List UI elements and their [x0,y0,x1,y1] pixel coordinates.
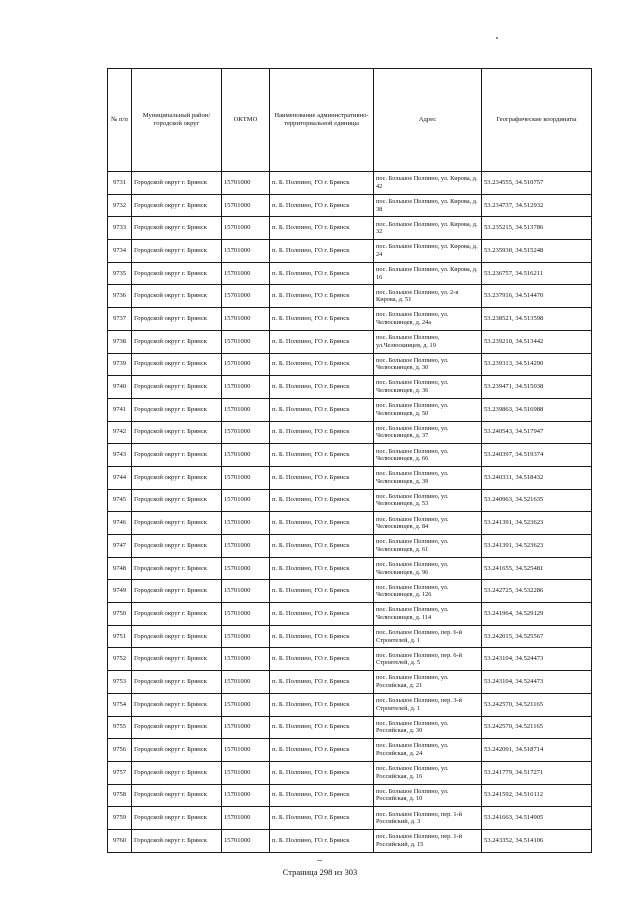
cell-address: пос. Большое Полпино, ул. Российская, д. 10 [374,784,482,807]
cell-number: 9735 [108,262,132,285]
cell-admin-unit: п. Б. Полпино, ГО г. Брянск [270,172,374,195]
cell-oktmo: 15701000 [222,761,270,784]
cell-address: пос. Большое Полпино, ул. Кирова, д. 38 [374,194,482,217]
header-municipality: Муниципальный район/городской округ [132,69,222,172]
cell-oktmo: 15701000 [222,603,270,626]
cell-coordinates: 53.241391, 34.523623 [482,535,592,558]
cell-coordinates: 53.241964, 34.529129 [482,603,592,626]
cell-coordinates: 53.234737, 34.512932 [482,194,592,217]
cell-coordinates: 53.236757, 34.516211 [482,262,592,285]
cell-number: 9751 [108,625,132,648]
cell-oktmo: 15701000 [222,535,270,558]
cell-admin-unit: п. Б. Полпино, ГО г. Брянск [270,761,374,784]
cell-address: пос. Большое Полпино, пер. 6-й Строителей, д. 5 [374,648,482,671]
cell-number: 9753 [108,671,132,694]
cell-number: 9748 [108,557,132,580]
header-coordinates: Географические координаты [482,69,592,172]
cell-number: 9731 [108,172,132,195]
cell-municipality: Городской округ г. Брянск [132,580,222,603]
cell-oktmo: 15701000 [222,194,270,217]
cell-oktmo: 15701000 [222,739,270,762]
cell-admin-unit: п. Б. Полпино, ГО г. Брянск [270,285,374,308]
cell-oktmo: 15701000 [222,829,270,852]
cell-municipality: Городской округ г. Брянск [132,421,222,444]
cell-address: пос. Большое Полпино, ул. Российская, д. 21 [374,671,482,694]
cell-number: 9754 [108,693,132,716]
table-row [108,194,592,217]
cell-coordinates: 53.243104, 34.524473 [482,648,592,671]
cell-admin-unit: п. Б. Полпино, ГО г. Брянск [270,353,374,376]
cell-oktmo: 15701000 [222,557,270,580]
table-row [108,648,592,671]
cell-address: пос. Большое Полпино, ул. Челюскинцев, д. 37 [374,421,482,444]
table-row [108,421,592,444]
cell-address: пос. Большое Полпино, ул. Российская, д. 30 [374,716,482,739]
cell-municipality: Городской округ г. Брянск [132,172,222,195]
table-row [108,512,592,535]
table-row [108,807,592,830]
cell-admin-unit: п. Б. Полпино, ГО г. Брянск [270,693,374,716]
cell-oktmo: 15701000 [222,444,270,467]
table-row [108,489,592,512]
cell-address: пос. Большое Полпино, ул. Челюскинцев, д. 53 [374,489,482,512]
cell-municipality: Городской округ г. Брянск [132,194,222,217]
table-row [108,557,592,580]
cell-municipality: Городской округ г. Брянск [132,330,222,353]
table-row [108,580,592,603]
cell-oktmo: 15701000 [222,262,270,285]
cell-oktmo: 15701000 [222,693,270,716]
cell-address: пос. Большое Полпино, ул. Челюскинцев, д. 36 [374,376,482,399]
cell-coordinates: 53.239863, 34.516988 [482,398,592,421]
cell-oktmo: 15701000 [222,285,270,308]
cell-coordinates: 53.240397, 34.519374 [482,444,592,467]
cell-oktmo: 15701000 [222,172,270,195]
cell-number: 9747 [108,535,132,558]
cell-number: 9750 [108,603,132,626]
cell-number: 9739 [108,353,132,376]
cell-admin-unit: п. Б. Полпино, ГО г. Брянск [270,739,374,762]
cell-municipality: Городской округ г. Брянск [132,308,222,331]
cell-municipality: Городской округ г. Брянск [132,807,222,830]
table-row [108,308,592,331]
cell-admin-unit: п. Б. Полпино, ГО г. Брянск [270,194,374,217]
cell-admin-unit: п. Б. Полпино, ГО г. Брянск [270,308,374,331]
table-body [108,172,592,853]
cell-number: 9733 [108,217,132,240]
cell-municipality: Городской округ г. Брянск [132,716,222,739]
cell-municipality: Городской округ г. Брянск [132,693,222,716]
cell-address: пос. Большое Полпино, пер. 1-й Российский, д. 15 [374,829,482,852]
cell-number: 9749 [108,580,132,603]
cell-oktmo: 15701000 [222,398,270,421]
cell-municipality: Городской округ г. Брянск [132,398,222,421]
cell-admin-unit: п. Б. Полпино, ГО г. Брянск [270,535,374,558]
table-row [108,693,592,716]
header-address: Адрес [374,69,482,172]
cell-address: пос. Большое Полпино, ул. Кирова, д. 24 [374,240,482,263]
table-row [108,330,592,353]
cell-admin-unit: п. Б. Полпино, ГО г. Брянск [270,784,374,807]
cell-address: пос. Большое Полпино, ул. Кирова, д. 42 [374,172,482,195]
cell-admin-unit: п. Б. Полпино, ГО г. Брянск [270,557,374,580]
cell-address: пос. Большое Полпино, ул. Российская, д. 24 [374,739,482,762]
header-number: № п/п [108,69,132,172]
cell-address: пос. Большое Полпино, пер. 1-й Российский, д. 3 [374,807,482,830]
coordinates-table [107,68,592,853]
cell-coordinates: 53.241663, 34.514905 [482,807,592,830]
table-row [108,240,592,263]
cell-number: 9744 [108,466,132,489]
cell-admin-unit: п. Б. Полпино, ГО г. Брянск [270,512,374,535]
cell-number: 9752 [108,648,132,671]
cell-coordinates: 53.243104, 34.524473 [482,671,592,694]
cell-coordinates: 53.235930, 34.515248 [482,240,592,263]
cell-address: пос. Большое Полпино, пер. 6-й Строителей, д. 1 [374,625,482,648]
cell-oktmo: 15701000 [222,308,270,331]
cell-address: пос. Большое Полпино, ул. Челюскинцев, д. 50 [374,398,482,421]
cell-coordinates: 53.241391, 34.523623 [482,512,592,535]
cell-number: 9740 [108,376,132,399]
table-row [108,761,592,784]
cell-number: 9758 [108,784,132,807]
table-row [108,671,592,694]
table-row [108,466,592,489]
cell-number: 9755 [108,716,132,739]
cell-municipality: Городской округ г. Брянск [132,240,222,263]
cell-municipality: Городской округ г. Брянск [132,353,222,376]
cell-number: 9738 [108,330,132,353]
cell-address: пос. Большое Полпино, ул. Челюскинцев, д. 66 [374,444,482,467]
cell-oktmo: 15701000 [222,807,270,830]
cell-oktmo: 15701000 [222,648,270,671]
cell-municipality: Городской округ г. Брянск [132,466,222,489]
cell-municipality: Городской округ г. Брянск [132,285,222,308]
cell-number: 9734 [108,240,132,263]
cell-coordinates: 53.242725, 34.532286 [482,580,592,603]
table-row [108,262,592,285]
page-number: Страница 298 из 303 [282,867,358,877]
cell-admin-unit: п. Б. Полпино, ГО г. Брянск [270,580,374,603]
header-oktmo: ОКТМО [222,69,270,172]
cell-number: 9743 [108,444,132,467]
table-row [108,535,592,558]
table-row [108,784,592,807]
footer-tick [317,860,322,861]
cell-municipality: Городской округ г. Брянск [132,829,222,852]
table-row [108,603,592,626]
table-row [108,716,592,739]
cell-oktmo: 15701000 [222,625,270,648]
cell-municipality: Городской округ г. Брянск [132,444,222,467]
cell-number: 9759 [108,807,132,830]
cell-coordinates: 53.234555, 34.510757 [482,172,592,195]
cell-coordinates: 53.239210, 34.513442 [482,330,592,353]
cell-admin-unit: п. Б. Полпино, ГО г. Брянск [270,807,374,830]
cell-coordinates: 53.242570, 34.521165 [482,716,592,739]
cell-coordinates: 53.238521, 34.513598 [482,308,592,331]
cell-oktmo: 15701000 [222,716,270,739]
cell-municipality: Городской округ г. Брянск [132,625,222,648]
cell-oktmo: 15701000 [222,217,270,240]
cell-oktmo: 15701000 [222,330,270,353]
cell-address: пос. Большое Полпино, ул. Кирова, д. 16 [374,262,482,285]
cell-oktmo: 15701000 [222,671,270,694]
table-row [108,625,592,648]
table-row [108,398,592,421]
table-row [108,217,592,240]
cell-admin-unit: п. Б. Полпино, ГО г. Брянск [270,716,374,739]
cell-admin-unit: п. Б. Полпино, ГО г. Брянск [270,603,374,626]
table-row [108,285,592,308]
cell-address: пос. Большое Полпино, ул. Челюскинцев, д. 126 [374,580,482,603]
cell-admin-unit: п. Б. Полпино, ГО г. Брянск [270,217,374,240]
cell-coordinates: 53.239471, 34.515038 [482,376,592,399]
cell-oktmo: 15701000 [222,240,270,263]
cell-municipality: Городской округ г. Брянск [132,603,222,626]
table-header-row [108,69,592,172]
cell-number: 9746 [108,512,132,535]
cell-admin-unit: п. Б. Полпино, ГО г. Брянск [270,648,374,671]
cell-coordinates: 53.240331, 34.518432 [482,466,592,489]
cell-admin-unit: п. Б. Полпино, ГО г. Брянск [270,829,374,852]
cell-number: 9742 [108,421,132,444]
cell-municipality: Городской округ г. Брянск [132,648,222,671]
table-row [108,739,592,762]
cell-coordinates: 53.240963, 34.521635 [482,489,592,512]
cell-coordinates: 53.242570, 34.521165 [482,693,592,716]
cell-number: 9760 [108,829,132,852]
cell-address: пос. Большое Полпино, ул. 2-я Кирова, д. 51 [374,285,482,308]
cell-address: пос. Большое Полпино, ул. Челюскинцев, д. 114 [374,603,482,626]
cell-coordinates: 53.241779, 34.517271 [482,761,592,784]
cell-municipality: Городской округ г. Брянск [132,739,222,762]
cell-number: 9732 [108,194,132,217]
cell-coordinates: 53.241655, 34.525481 [482,557,592,580]
cell-address: пос. Большое Полпино, ул. Челюскинцев, д. 39 [374,466,482,489]
cell-address: пос. Большое Полпино, пер. 3-й Строителей, д. 1 [374,693,482,716]
cell-address: пос. Большое Полпино, ул. Челюскинцев, д. 30 [374,353,482,376]
cell-admin-unit: п. Б. Полпино, ГО г. Брянск [270,466,374,489]
cell-oktmo: 15701000 [222,512,270,535]
cell-address: пос. Большое Полпино, ул. Челюскинцев, д. 84 [374,512,482,535]
cell-admin-unit: п. Б. Полпино, ГО г. Брянск [270,625,374,648]
cell-municipality: Городской округ г. Брянск [132,512,222,535]
cell-municipality: Городской округ г. Брянск [132,671,222,694]
cell-municipality: Городской округ г. Брянск [132,784,222,807]
cell-address: пос. Большое Полпино, ул. Российская, д. 16 [374,761,482,784]
cell-coordinates: 53.237916, 34.514470 [482,285,592,308]
cell-address: пос. Большое Полпино, ул. Челюскинцев, д. 61 [374,535,482,558]
cell-oktmo: 15701000 [222,466,270,489]
cell-address: пос. Большое Полпино, ул. Кирова, д. 32 [374,217,482,240]
cell-number: 9757 [108,761,132,784]
table-row [108,444,592,467]
cell-admin-unit: п. Б. Полпино, ГО г. Брянск [270,398,374,421]
cell-admin-unit: п. Б. Полпино, ГО г. Брянск [270,489,374,512]
cell-coordinates: 53.241592, 34.516112 [482,784,592,807]
cell-coordinates: 53.239313, 34.514290 [482,353,592,376]
cell-municipality: Городской округ г. Брянск [132,262,222,285]
cell-municipality: Городской округ г. Брянск [132,376,222,399]
cell-oktmo: 15701000 [222,353,270,376]
cell-municipality: Городской округ г. Брянск [132,217,222,240]
cell-oktmo: 15701000 [222,580,270,603]
cell-admin-unit: п. Б. Полпино, ГО г. Брянск [270,671,374,694]
table-row [108,353,592,376]
cell-number: 9745 [108,489,132,512]
table-row [108,829,592,852]
cell-address: пос. Большое Полпино, ул. Челюскинцев, д. 24а [374,308,482,331]
cell-admin-unit: п. Б. Полпино, ГО г. Брянск [270,376,374,399]
cell-municipality: Городской округ г. Брянск [132,489,222,512]
scan-speck [496,37,498,39]
cell-municipality: Городской округ г. Брянск [132,557,222,580]
cell-admin-unit: п. Б. Полпино, ГО г. Брянск [270,421,374,444]
cell-number: 9756 [108,739,132,762]
cell-oktmo: 15701000 [222,489,270,512]
cell-oktmo: 15701000 [222,376,270,399]
cell-coordinates: 53.235215, 34.513786 [482,217,592,240]
cell-address: пос. Большое Полпино, ул. Челюскинцев, д. 96 [374,557,482,580]
cell-number: 9737 [108,308,132,331]
cell-coordinates: 53.242091, 34.518714 [482,739,592,762]
cell-admin-unit: п. Б. Полпино, ГО г. Брянск [270,262,374,285]
cell-address: пос. Большое Полпино, ул.Челюскинцев, д. 19 [374,330,482,353]
cell-admin-unit: п. Б. Полпино, ГО г. Брянск [270,444,374,467]
cell-admin-unit: п. Б. Полпино, ГО г. Брянск [270,330,374,353]
cell-municipality: Городской округ г. Брянск [132,761,222,784]
cell-coordinates: 53.243352, 34.514106 [482,829,592,852]
cell-number: 9741 [108,398,132,421]
cell-coordinates: 53.242015, 34.525567 [482,625,592,648]
cell-municipality: Городской округ г. Брянск [132,535,222,558]
cell-coordinates: 53.240543, 34.517947 [482,421,592,444]
table-row [108,172,592,195]
cell-number: 9736 [108,285,132,308]
cell-oktmo: 15701000 [222,421,270,444]
header-admin-unit: Наименование административно-территориальной единицы [270,69,374,172]
cell-oktmo: 15701000 [222,784,270,807]
table-row [108,376,592,399]
cell-admin-unit: п. Б. Полпино, ГО г. Брянск [270,240,374,263]
